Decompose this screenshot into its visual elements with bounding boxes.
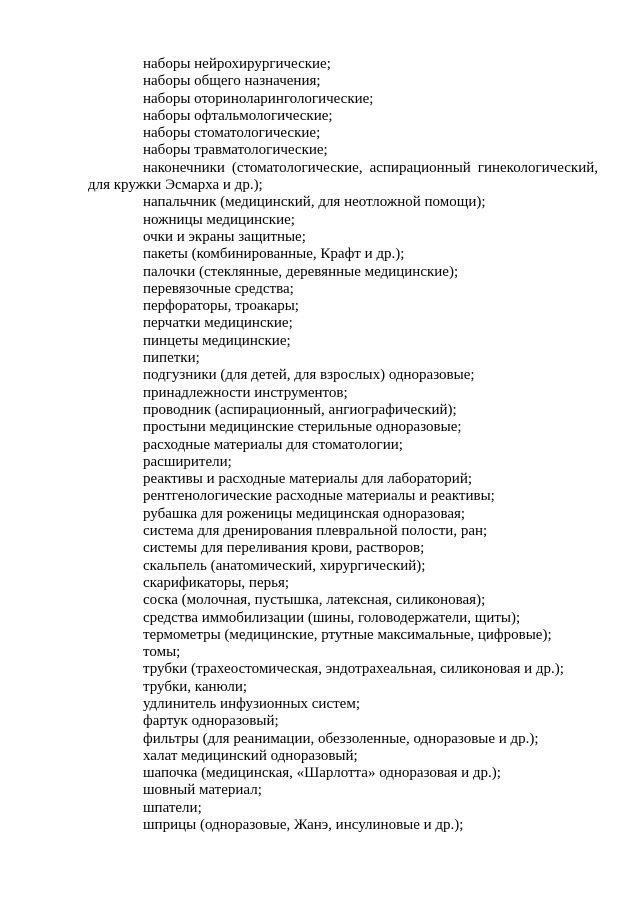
list-item-line: пакеты (комбинированные, Крафт и др.); [143, 246, 405, 263]
list-item-line: напальчник (медицинский, для неотложной помощи); [143, 194, 486, 211]
list-item-line: рубашка для роженицы медицинская одноразовая; [143, 505, 466, 522]
list-item-line: подгузники (для детей, для взрослых) одноразовые; [143, 367, 475, 384]
list-item-line: наборы оториноларингологические; [143, 90, 374, 107]
list-item-line: простыни медицинские стерильные одноразовые; [143, 419, 462, 436]
list-item-line: трубки (трахеостомическая, эндотрахеальная, силиконовая и др.); [143, 661, 564, 678]
list-item-line: проводник (аспирационный, ангиографический); [143, 401, 457, 418]
list-item-line: скарификаторы, перья; [143, 574, 290, 591]
list-item-line: термометры (медицинские, ртутные максимальные, цифровые); [143, 626, 552, 643]
list-item-line: ножницы медицинские; [143, 211, 295, 228]
medical-items-list [88, 56, 598, 834]
list-item-line: очки и экраны защитные; [143, 228, 306, 245]
list-item-line: система для дренирования плевральной полости, ран; [143, 523, 488, 540]
list-item-line: наборы офтальмологические; [143, 107, 333, 124]
list-item-line: палочки (стеклянные, деревянные медицинские); [143, 263, 459, 280]
list-item-line: трубки, канюли; [143, 678, 248, 695]
list-item-line: шпатели; [143, 799, 202, 816]
list-item-line: перчатки медицинские; [143, 315, 293, 332]
list-item-line: наборы нейрохирургические; [143, 56, 331, 72]
list-item-line: рентгенологические расходные материалы и реактивы; [143, 488, 495, 505]
list-item-line: халат медицинский одноразовый; [143, 747, 358, 764]
list-item-line: реактивы и расходные материалы для лабораторий; [143, 471, 473, 488]
list-item-line: системы для переливания крови, растворов; [143, 540, 425, 557]
list-item-line: наборы стоматологические; [143, 125, 321, 142]
list-item-line: перевязочные средства; [143, 280, 294, 297]
list-item-line-continuation: для кружки Эсмарха и др.); [88, 177, 263, 194]
list-item-line: шапочка (медицинская, «Шарлотта» одноразовая и др.); [143, 765, 501, 782]
list-item-line: наборы общего назначения; [143, 73, 321, 90]
list-item-line: фартук одноразовый; [143, 713, 279, 730]
list-item-line: томы; [143, 644, 181, 661]
list-item-line: расширители; [143, 453, 232, 470]
list-item-line: фильтры (для реанимации, обеззоленные, одноразовые и др.); [143, 730, 539, 747]
list-item-line: перфораторы, троакары; [143, 298, 299, 315]
list-item-line: средства иммобилизации (шины, головодержатели, щиты); [143, 609, 521, 626]
list-item-line: шприцы (одноразовые, Жанэ, инсулиновые и др.); [143, 817, 464, 834]
list-item-line: шовный материал; [143, 782, 262, 799]
list-item-line: соска (молочная, пустышка, латексная, силиконовая); [143, 592, 486, 609]
list-item-line: скальпель (анатомический, хирургический); [143, 557, 426, 574]
list-item-line: наконечники (стоматологические, аспирационный гинекологический, [143, 159, 598, 176]
list-item-line: расходные материалы для стоматологии; [143, 436, 403, 453]
list-item-line: наборы травматологические; [143, 142, 328, 159]
list-item-line: пинцеты медицинские; [143, 332, 291, 349]
list-item-line: принадлежности инструментов; [143, 384, 348, 401]
list-item-line: удлинитель инфузионных систем; [143, 695, 360, 712]
list-item-line: пипетки; [143, 350, 200, 367]
